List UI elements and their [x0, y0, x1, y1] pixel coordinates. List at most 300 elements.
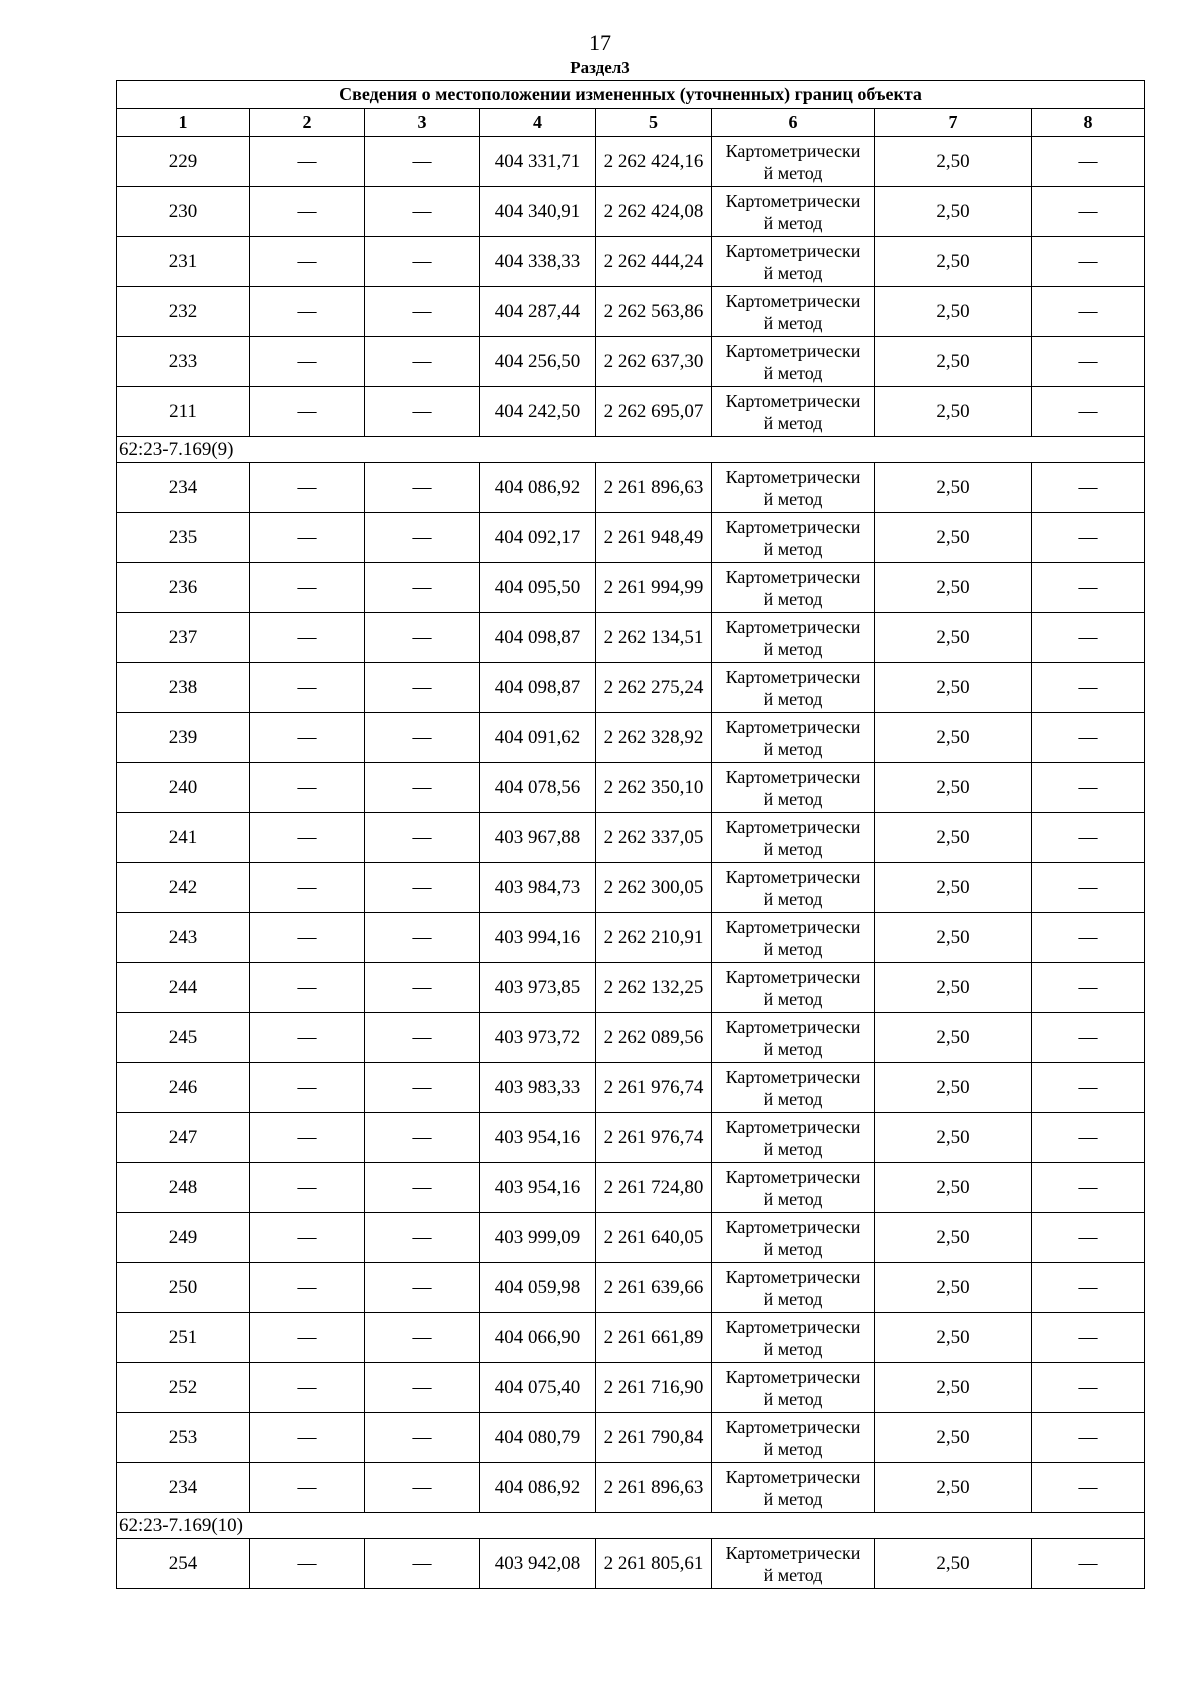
column-8-cell: —	[1032, 463, 1145, 513]
column-number-6: 6	[712, 109, 875, 137]
x-coordinate-cell: 404 092,17	[480, 513, 596, 563]
accuracy-cell: 2,50	[875, 463, 1032, 513]
column-8-cell: —	[1032, 813, 1145, 863]
method-line-1: Картометрически	[725, 1542, 861, 1563]
column-3-cell: —	[365, 1463, 480, 1513]
column-3-cell: —	[365, 463, 480, 513]
point-number-cell: 251	[117, 1313, 250, 1363]
method-cell	[712, 863, 875, 913]
column-8-cell: —	[1032, 763, 1145, 813]
method-line-2: й метод	[763, 262, 823, 283]
accuracy-cell: 2,50	[875, 237, 1032, 287]
y-coordinate-cell: 2 261 948,49	[596, 513, 712, 563]
table-row	[117, 1263, 1145, 1313]
x-coordinate-cell: 404 075,40	[480, 1363, 596, 1413]
point-number-cell: 242	[117, 863, 250, 913]
column-8-cell: —	[1032, 1263, 1145, 1313]
column-2-cell: —	[250, 1013, 365, 1063]
x-coordinate-cell: 403 999,09	[480, 1213, 596, 1263]
accuracy-cell: 2,50	[875, 963, 1032, 1013]
method-cell	[712, 513, 875, 563]
method-cell	[712, 1363, 875, 1413]
column-3-cell: —	[365, 1413, 480, 1463]
method-cell	[712, 287, 875, 337]
y-coordinate-cell: 2 262 424,16	[596, 137, 712, 187]
column-3-cell: —	[365, 1313, 480, 1363]
column-2-cell: —	[250, 337, 365, 387]
method-line-2: й метод	[763, 1438, 823, 1459]
column-3-cell: —	[365, 1013, 480, 1063]
group-row	[117, 437, 1145, 463]
method-line-1: Картометрически	[725, 966, 861, 987]
y-coordinate-cell: 2 261 976,74	[596, 1113, 712, 1163]
point-number-cell: 211	[117, 387, 250, 437]
point-number-cell: 252	[117, 1363, 250, 1413]
column-2-cell: —	[250, 813, 365, 863]
method-line-2: й метод	[763, 638, 823, 659]
method-line-2: й метод	[763, 688, 823, 709]
table-row	[117, 863, 1145, 913]
accuracy-cell: 2,50	[875, 1313, 1032, 1363]
accuracy-cell: 2,50	[875, 1113, 1032, 1163]
x-coordinate-cell: 403 954,16	[480, 1113, 596, 1163]
column-3-cell: —	[365, 1113, 480, 1163]
method-cell	[712, 337, 875, 387]
column-8-cell: —	[1032, 387, 1145, 437]
y-coordinate-cell: 2 261 896,63	[596, 1463, 712, 1513]
column-3-cell: —	[365, 387, 480, 437]
method-line-2: й метод	[763, 1238, 823, 1259]
table-row	[117, 913, 1145, 963]
point-number-cell: 231	[117, 237, 250, 287]
column-2-cell: —	[250, 463, 365, 513]
column-8-cell: —	[1032, 287, 1145, 337]
y-coordinate-cell: 2 262 300,05	[596, 863, 712, 913]
column-3-cell: —	[365, 1163, 480, 1213]
column-2-cell: —	[250, 1539, 365, 1589]
point-number-cell: 229	[117, 137, 250, 187]
y-coordinate-cell: 2 262 089,56	[596, 1013, 712, 1063]
accuracy-cell: 2,50	[875, 913, 1032, 963]
point-number-cell: 234	[117, 463, 250, 513]
point-number-cell: 236	[117, 563, 250, 613]
method-line-2: й метод	[763, 938, 823, 959]
y-coordinate-cell: 2 261 716,90	[596, 1363, 712, 1413]
method-line-1: Картометрически	[725, 290, 861, 311]
point-number-cell: 237	[117, 613, 250, 663]
column-8-cell: —	[1032, 1463, 1145, 1513]
point-number-cell: 232	[117, 287, 250, 337]
column-2-cell: —	[250, 187, 365, 237]
column-number-row	[117, 109, 1145, 137]
column-2-cell: —	[250, 613, 365, 663]
method-cell	[712, 713, 875, 763]
column-2-cell: —	[250, 663, 365, 713]
accuracy-cell: 2,50	[875, 287, 1032, 337]
x-coordinate-cell: 404 098,87	[480, 613, 596, 663]
table-row	[117, 763, 1145, 813]
column-number-5: 5	[596, 109, 712, 137]
x-coordinate-cell: 403 967,88	[480, 813, 596, 863]
column-2-cell: —	[250, 513, 365, 563]
x-coordinate-cell: 404 256,50	[480, 337, 596, 387]
column-8-cell: —	[1032, 563, 1145, 613]
point-number-cell: 245	[117, 1013, 250, 1063]
column-3-cell: —	[365, 913, 480, 963]
method-line-2: й метод	[763, 1188, 823, 1209]
column-3-cell: —	[365, 563, 480, 613]
method-cell	[712, 463, 875, 513]
column-3-cell: —	[365, 963, 480, 1013]
method-cell	[712, 963, 875, 1013]
table-row	[117, 237, 1145, 287]
table-row	[117, 1063, 1145, 1113]
y-coordinate-cell: 2 261 640,05	[596, 1213, 712, 1263]
table-row	[117, 137, 1145, 187]
accuracy-cell: 2,50	[875, 563, 1032, 613]
column-2-cell: —	[250, 763, 365, 813]
column-number-2: 2	[250, 109, 365, 137]
method-line-1: Картометрически	[725, 1366, 861, 1387]
accuracy-cell: 2,50	[875, 1263, 1032, 1313]
column-2-cell: —	[250, 1263, 365, 1313]
column-2-cell: —	[250, 913, 365, 963]
accuracy-cell: 2,50	[875, 387, 1032, 437]
column-2-cell: —	[250, 1213, 365, 1263]
method-line-1: Картометрически	[725, 1316, 861, 1337]
y-coordinate-cell: 2 262 424,08	[596, 187, 712, 237]
x-coordinate-cell: 403 942,08	[480, 1539, 596, 1589]
column-3-cell: —	[365, 813, 480, 863]
table-row	[117, 1363, 1145, 1413]
x-coordinate-cell: 404 340,91	[480, 187, 596, 237]
x-coordinate-cell: 404 242,50	[480, 387, 596, 437]
method-cell	[712, 1163, 875, 1213]
x-coordinate-cell: 404 086,92	[480, 1463, 596, 1513]
column-number-1: 1	[117, 109, 250, 137]
x-coordinate-cell: 404 331,71	[480, 137, 596, 187]
accuracy-cell: 2,50	[875, 513, 1032, 563]
method-line-2: й метод	[763, 1564, 823, 1585]
column-8-cell: —	[1032, 613, 1145, 663]
section-label: Раздел3	[570, 58, 630, 77]
column-8-cell: —	[1032, 1113, 1145, 1163]
y-coordinate-cell: 2 262 132,25	[596, 963, 712, 1013]
accuracy-cell: 2,50	[875, 1539, 1032, 1589]
method-line-2: й метод	[763, 838, 823, 859]
table-row	[117, 1113, 1145, 1163]
column-number-3: 3	[365, 109, 480, 137]
column-number-7: 7	[875, 109, 1032, 137]
column-2-cell: —	[250, 287, 365, 337]
method-line-2: й метод	[763, 1038, 823, 1059]
x-coordinate-cell: 403 984,73	[480, 863, 596, 913]
x-coordinate-cell: 403 973,85	[480, 963, 596, 1013]
column-8-cell: —	[1032, 237, 1145, 287]
column-8-cell: —	[1032, 963, 1145, 1013]
method-line-1: Картометрически	[725, 1066, 861, 1087]
y-coordinate-cell: 2 261 724,80	[596, 1163, 712, 1213]
table-row	[117, 1013, 1145, 1063]
point-number-cell: 247	[117, 1113, 250, 1163]
method-line-1: Картометрически	[725, 516, 861, 537]
table-row	[117, 613, 1145, 663]
column-3-cell: —	[365, 1213, 480, 1263]
table-row	[117, 1213, 1145, 1263]
x-coordinate-cell: 404 059,98	[480, 1263, 596, 1313]
y-coordinate-cell: 2 262 695,07	[596, 387, 712, 437]
table-row	[117, 1463, 1145, 1513]
method-line-2: й метод	[763, 312, 823, 333]
column-2-cell: —	[250, 963, 365, 1013]
x-coordinate-cell: 404 066,90	[480, 1313, 596, 1363]
column-2-cell: —	[250, 1463, 365, 1513]
column-8-cell: —	[1032, 513, 1145, 563]
method-line-2: й метод	[763, 412, 823, 433]
column-3-cell: —	[365, 1063, 480, 1113]
method-line-1: Картометрически	[725, 766, 861, 787]
accuracy-cell: 2,50	[875, 1013, 1032, 1063]
y-coordinate-cell: 2 262 637,30	[596, 337, 712, 387]
y-coordinate-cell: 2 261 976,74	[596, 1063, 712, 1113]
column-2-cell: —	[250, 237, 365, 287]
x-coordinate-cell: 403 983,33	[480, 1063, 596, 1113]
y-coordinate-cell: 2 261 994,99	[596, 563, 712, 613]
method-line-2: й метод	[763, 212, 823, 233]
column-2-cell: —	[250, 713, 365, 763]
method-line-1: Картометрически	[725, 466, 861, 487]
method-line-2: й метод	[763, 988, 823, 1009]
x-coordinate-cell: 404 338,33	[480, 237, 596, 287]
method-line-2: й метод	[763, 488, 823, 509]
column-2-cell: —	[250, 563, 365, 613]
column-number-8: 8	[1032, 109, 1145, 137]
method-line-1: Картометрически	[725, 1216, 861, 1237]
x-coordinate-cell: 404 091,62	[480, 713, 596, 763]
y-coordinate-cell: 2 262 275,24	[596, 663, 712, 713]
column-8-cell: —	[1032, 337, 1145, 387]
y-coordinate-cell: 2 261 805,61	[596, 1539, 712, 1589]
page-number: 17	[589, 30, 611, 55]
method-line-2: й метод	[763, 588, 823, 609]
table-row	[117, 563, 1145, 613]
method-cell	[712, 1313, 875, 1363]
y-coordinate-cell: 2 262 444,24	[596, 237, 712, 287]
x-coordinate-cell: 404 098,87	[480, 663, 596, 713]
column-8-cell: —	[1032, 137, 1145, 187]
column-8-cell: —	[1032, 1313, 1145, 1363]
method-line-1: Картометрически	[725, 1116, 861, 1137]
method-cell	[712, 237, 875, 287]
table-row	[117, 513, 1145, 563]
method-line-1: Картометрически	[725, 1016, 861, 1037]
table-row	[117, 387, 1145, 437]
accuracy-cell: 2,50	[875, 1413, 1032, 1463]
column-8-cell: —	[1032, 1363, 1145, 1413]
column-3-cell: —	[365, 237, 480, 287]
method-line-2: й метод	[763, 1138, 823, 1159]
x-coordinate-cell: 404 095,50	[480, 563, 596, 613]
x-coordinate-cell: 404 078,56	[480, 763, 596, 813]
x-coordinate-cell: 403 994,16	[480, 913, 596, 963]
x-coordinate-cell: 403 954,16	[480, 1163, 596, 1213]
y-coordinate-cell: 2 262 337,05	[596, 813, 712, 863]
method-cell	[712, 387, 875, 437]
accuracy-cell: 2,50	[875, 137, 1032, 187]
table-title: Сведения о местоположении измененных (уточненных) границ объекта	[117, 81, 1145, 109]
method-cell	[712, 563, 875, 613]
accuracy-cell: 2,50	[875, 1063, 1032, 1113]
method-cell	[712, 1539, 875, 1589]
x-coordinate-cell: 404 080,79	[480, 1413, 596, 1463]
column-2-cell: —	[250, 863, 365, 913]
column-3-cell: —	[365, 513, 480, 563]
column-3-cell: —	[365, 1539, 480, 1589]
accuracy-cell: 2,50	[875, 813, 1032, 863]
table-row	[117, 187, 1145, 237]
method-line-1: Картометрически	[725, 1166, 861, 1187]
column-2-cell: —	[250, 1313, 365, 1363]
method-line-1: Картометрически	[725, 566, 861, 587]
method-cell	[712, 813, 875, 863]
y-coordinate-cell: 2 262 134,51	[596, 613, 712, 663]
column-number-4: 4	[480, 109, 596, 137]
point-number-cell: 233	[117, 337, 250, 387]
method-line-1: Картометрически	[725, 1266, 861, 1287]
table-row	[117, 813, 1145, 863]
point-number-cell: 240	[117, 763, 250, 813]
accuracy-cell: 2,50	[875, 337, 1032, 387]
accuracy-cell: 2,50	[875, 1163, 1032, 1213]
column-8-cell: —	[1032, 1539, 1145, 1589]
column-3-cell: —	[365, 713, 480, 763]
method-line-2: й метод	[763, 162, 823, 183]
method-line-2: й метод	[763, 1088, 823, 1109]
group-row	[117, 1513, 1145, 1539]
column-3-cell: —	[365, 337, 480, 387]
method-line-1: Картометрически	[725, 816, 861, 837]
method-cell	[712, 1213, 875, 1263]
method-cell	[712, 1413, 875, 1463]
y-coordinate-cell: 2 261 661,89	[596, 1313, 712, 1363]
y-coordinate-cell: 2 261 790,84	[596, 1413, 712, 1463]
method-line-2: й метод	[763, 1488, 823, 1509]
accuracy-cell: 2,50	[875, 1463, 1032, 1513]
column-3-cell: —	[365, 1263, 480, 1313]
table-row	[117, 337, 1145, 387]
column-2-cell: —	[250, 1113, 365, 1163]
method-line-1: Картометрически	[725, 666, 861, 687]
column-8-cell: —	[1032, 1413, 1145, 1463]
column-8-cell: —	[1032, 1163, 1145, 1213]
method-line-1: Картометрически	[725, 190, 861, 211]
method-cell	[712, 1063, 875, 1113]
y-coordinate-cell: 2 262 563,86	[596, 287, 712, 337]
accuracy-cell: 2,50	[875, 863, 1032, 913]
method-line-2: й метод	[763, 1388, 823, 1409]
y-coordinate-cell: 2 261 639,66	[596, 1263, 712, 1313]
method-line-2: й метод	[763, 362, 823, 383]
method-line-1: Картометрически	[725, 1466, 861, 1487]
accuracy-cell: 2,50	[875, 613, 1032, 663]
method-line-1: Картометрически	[725, 340, 861, 361]
method-cell	[712, 137, 875, 187]
table-row	[117, 713, 1145, 763]
table-row	[117, 663, 1145, 713]
column-8-cell: —	[1032, 713, 1145, 763]
method-line-2: й метод	[763, 1338, 823, 1359]
accuracy-cell: 2,50	[875, 1213, 1032, 1263]
point-number-cell: 235	[117, 513, 250, 563]
method-line-1: Картометрически	[725, 390, 861, 411]
column-2-cell: —	[250, 1363, 365, 1413]
column-2-cell: —	[250, 1413, 365, 1463]
group-label: 62:23-7.169(10)	[117, 1513, 1145, 1539]
column-3-cell: —	[365, 863, 480, 913]
x-coordinate-cell: 403 973,72	[480, 1013, 596, 1063]
method-line-1: Картометрически	[725, 140, 861, 161]
accuracy-cell: 2,50	[875, 1363, 1032, 1413]
point-number-cell: 241	[117, 813, 250, 863]
method-cell	[712, 1263, 875, 1313]
method-cell	[712, 763, 875, 813]
table-row	[117, 463, 1145, 513]
method-cell	[712, 613, 875, 663]
method-cell	[712, 913, 875, 963]
y-coordinate-cell: 2 262 210,91	[596, 913, 712, 963]
accuracy-cell: 2,50	[875, 763, 1032, 813]
method-cell	[712, 1013, 875, 1063]
column-8-cell: —	[1032, 913, 1145, 963]
column-8-cell: —	[1032, 187, 1145, 237]
method-cell	[712, 187, 875, 237]
table-row	[117, 1313, 1145, 1363]
method-line-1: Картометрически	[725, 240, 861, 261]
table-row	[117, 963, 1145, 1013]
column-3-cell: —	[365, 287, 480, 337]
accuracy-cell: 2,50	[875, 187, 1032, 237]
y-coordinate-cell: 2 261 896,63	[596, 463, 712, 513]
point-number-cell: 248	[117, 1163, 250, 1213]
method-cell	[712, 1463, 875, 1513]
method-line-2: й метод	[763, 788, 823, 809]
point-number-cell: 244	[117, 963, 250, 1013]
column-2-cell: —	[250, 387, 365, 437]
column-3-cell: —	[365, 763, 480, 813]
x-coordinate-cell: 404 287,44	[480, 287, 596, 337]
table-row	[117, 1413, 1145, 1463]
method-line-1: Картометрически	[725, 616, 861, 637]
column-3-cell: —	[365, 137, 480, 187]
table-row	[117, 1163, 1145, 1213]
column-2-cell: —	[250, 1063, 365, 1113]
column-3-cell: —	[365, 663, 480, 713]
column-8-cell: —	[1032, 1213, 1145, 1263]
column-8-cell: —	[1032, 1063, 1145, 1113]
accuracy-cell: 2,50	[875, 713, 1032, 763]
point-number-cell: 254	[117, 1539, 250, 1589]
method-line-1: Картометрически	[725, 1416, 861, 1437]
method-line-1: Картометрически	[725, 866, 861, 887]
column-8-cell: —	[1032, 863, 1145, 913]
method-line-2: й метод	[763, 538, 823, 559]
point-number-cell: 239	[117, 713, 250, 763]
method-line-2: й метод	[763, 738, 823, 759]
group-label: 62:23-7.169(9)	[117, 437, 1145, 463]
method-cell	[712, 1113, 875, 1163]
y-coordinate-cell: 2 262 328,92	[596, 713, 712, 763]
column-2-cell: —	[250, 1163, 365, 1213]
